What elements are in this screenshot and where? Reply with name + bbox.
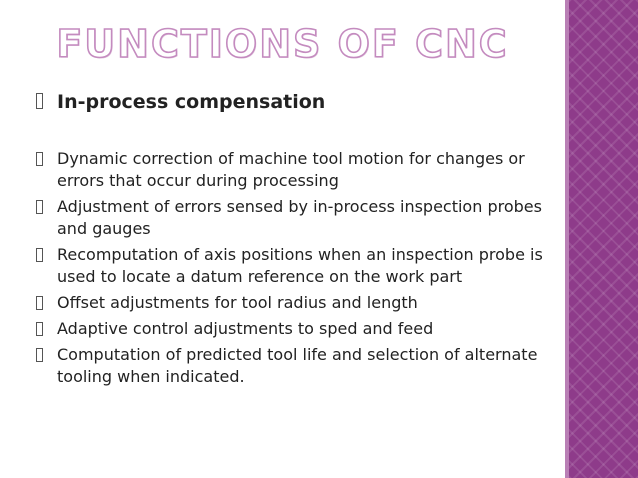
bullet-box-icon xyxy=(36,152,43,165)
list-item xyxy=(36,196,556,240)
bullet-list xyxy=(36,88,556,392)
bullet-box-icon xyxy=(36,200,43,213)
list-item-text: Adaptive control adjustments to sped and feed xyxy=(57,319,434,338)
list-item xyxy=(36,148,556,192)
bullet-box-icon xyxy=(36,93,43,109)
decorative-side-band xyxy=(569,0,638,478)
bullet-box-icon xyxy=(36,296,43,309)
slide-title: FUNCTIONS OF CNC xyxy=(56,22,509,66)
bullet-box-icon xyxy=(36,322,43,335)
heading-bullet xyxy=(36,88,556,116)
list-item-text: Computation of predicted tool life and selection of alternate tooling when indicated. xyxy=(57,345,538,386)
list-item xyxy=(36,318,556,340)
list-item-text: Offset adjustments for tool radius and length xyxy=(57,293,418,312)
heading-text: In-process compensation xyxy=(57,91,326,113)
list-item-text: Dynamic correction of machine tool motion for changes or errors that occur during processing xyxy=(57,149,525,190)
list-item xyxy=(36,344,556,388)
list-item-text: Adjustment of errors sensed by in-process inspection probes and gauges xyxy=(57,197,542,238)
bullet-box-icon xyxy=(36,348,43,361)
bullet-box-icon xyxy=(36,248,43,261)
list-item xyxy=(36,292,556,314)
list-item-text: Recomputation of axis positions when an inspection probe is used to locate a datum reference on the work part xyxy=(57,245,543,286)
list-item xyxy=(36,244,556,288)
